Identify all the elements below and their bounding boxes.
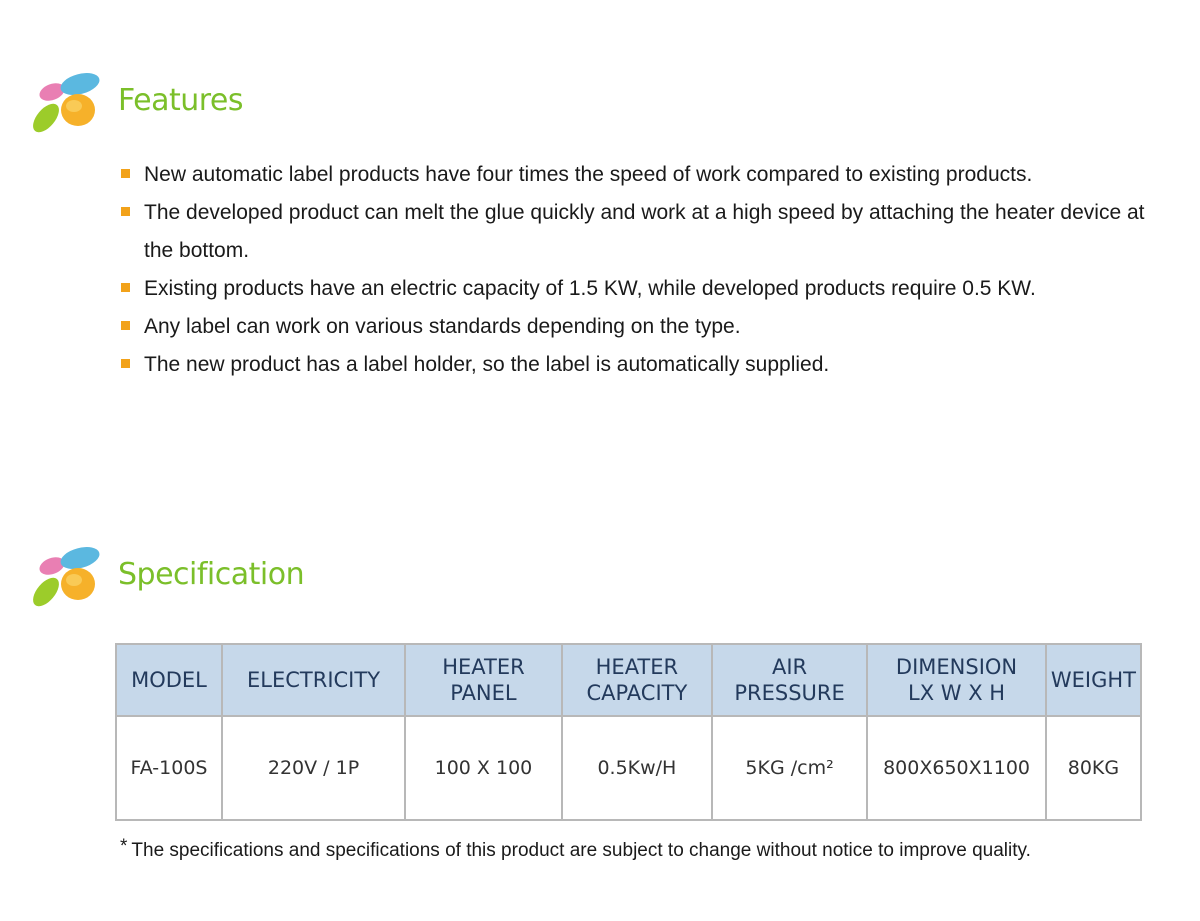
square-bullet-icon xyxy=(121,359,130,368)
flower-logo-icon xyxy=(26,68,106,140)
header-air-pressure: AIR PRESSURE xyxy=(712,644,867,716)
header-dimension: DIMENSION LX W X H xyxy=(867,644,1046,716)
spec-note xyxy=(120,836,1031,862)
cell-weight: 80KG xyxy=(1046,716,1141,820)
list-item: The developed product can melt the glue quickly and work at a high speed by attaching the heater device at the bottom. xyxy=(118,194,1178,270)
features-title: Features xyxy=(118,83,243,118)
list-item: Any label can work on various standards depending on the type. xyxy=(118,308,1178,346)
square-bullet-icon xyxy=(121,283,130,292)
header-electricity: ELECTRICITY xyxy=(222,644,405,716)
cell-heater-capacity: 0.5Kw/H xyxy=(562,716,712,820)
cell-dimension: 800X650X1100 xyxy=(867,716,1046,820)
square-bullet-icon xyxy=(121,169,130,178)
table-row xyxy=(116,716,1141,820)
specification-title: Specification xyxy=(118,557,305,592)
table-header-row xyxy=(116,644,1141,716)
header-weight: WEIGHT xyxy=(1046,644,1141,716)
header-heater-capacity: HEATER CAPACITY xyxy=(562,644,712,716)
square-bullet-icon xyxy=(121,321,130,330)
note-text: The specifications and specifications of this product are subject to change without notice to improve quality. xyxy=(131,840,1031,861)
cell-heater-panel: 100 X 100 xyxy=(405,716,562,820)
list-item: New automatic label products have four times the speed of work compared to existing products. xyxy=(118,156,1178,194)
spec-table xyxy=(115,643,1142,821)
cell-model: FA-100S xyxy=(116,716,222,820)
square-bullet-icon xyxy=(121,207,130,216)
cell-electricity: 220V / 1P xyxy=(222,716,405,820)
list-item: The new product has a label holder, so the label is automatically supplied. xyxy=(118,346,1178,384)
features-list xyxy=(118,156,1178,384)
asterisk-mark: * xyxy=(120,836,128,857)
header-heater-panel: HEATER PANEL xyxy=(405,644,562,716)
list-item: Existing products have an electric capacity of 1.5 KW, while developed products require 0.5 KW. xyxy=(118,270,1178,308)
flower-logo-icon xyxy=(26,542,106,614)
header-model: MODEL xyxy=(116,644,222,716)
cell-air-pressure: 5KG /cm² xyxy=(712,716,867,820)
